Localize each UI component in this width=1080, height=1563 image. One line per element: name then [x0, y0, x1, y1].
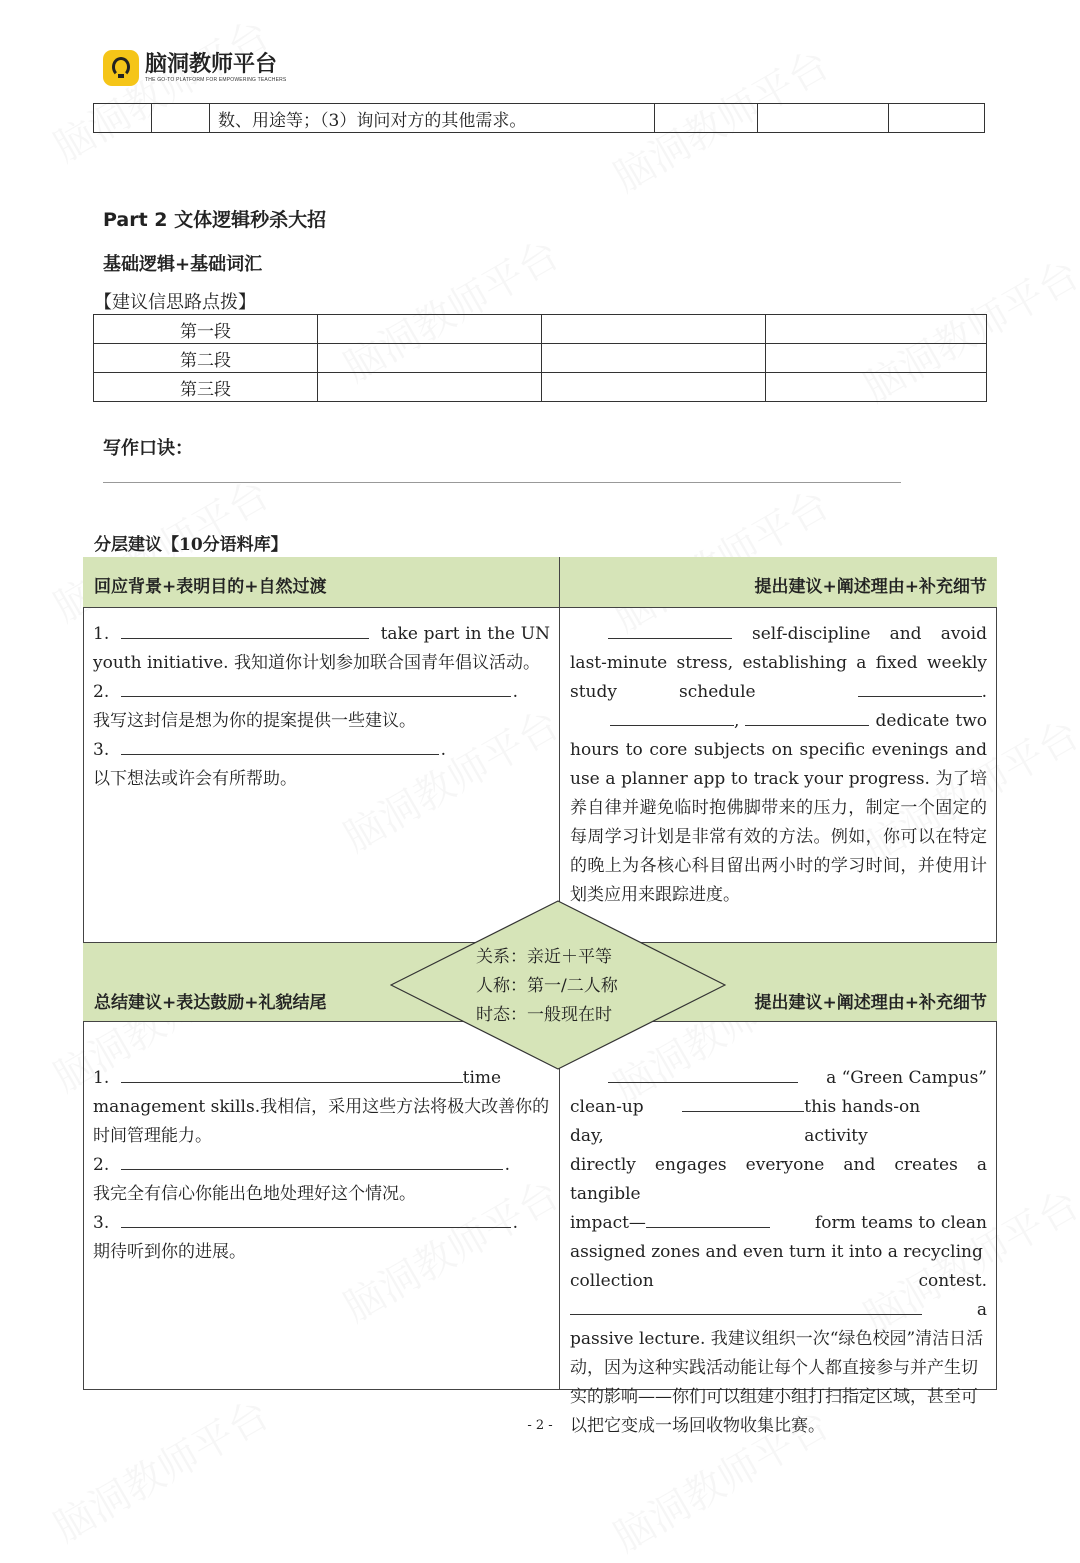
- q3-header: 总结建议+表达鼓励+礼貌结尾: [94, 993, 327, 1013]
- fill-blank[interactable]: [745, 707, 869, 726]
- layer-title: 分层建议【10分语料库】: [94, 535, 288, 555]
- q4-text: a: [976, 1300, 987, 1320]
- q4-chinese: 我建议组织一次“绿色校园”清洁日活动，因为这种实践活动能让每个人都直接参与并产生切实的影响——你们可以组建小组打扫指定区域，甚至可以把它变成一场回收物收集比赛。: [570, 1329, 984, 1436]
- logo-title: 脑洞教师平台: [145, 52, 278, 77]
- fill-blank[interactable]: [121, 620, 369, 639]
- q4-text: a “Green Campus”: [826, 1068, 987, 1088]
- table-cell: [766, 344, 987, 373]
- row-label: 第二段: [94, 344, 318, 373]
- table-cell: [94, 104, 152, 133]
- q1-item1-english: take part in the UN youth initiative.: [93, 624, 550, 673]
- fill-blank[interactable]: [121, 678, 511, 697]
- table-cell-text: 数、用途等；（3）询问对方的其他需求。: [210, 104, 655, 133]
- fill-blank[interactable]: [121, 1209, 511, 1228]
- q4-text: assigned zones and even turn it into a recycling: [570, 1242, 983, 1262]
- paragraph-table: [93, 314, 987, 402]
- tip-label: 【建议信思路点拨】: [94, 292, 256, 313]
- q2-chinese: 为了培养自律并避免临时抱佛脚带来的压力，制定一个固定的每周学习计划是非常有效的方法。例如，你可以在特定的晚上为各核心科目留出两小时的学习时间，并使用计划类应用来跟踪进度。: [570, 769, 988, 905]
- q1-item2-chinese: 我写这封信是想为你的提案提供一些建议。: [93, 711, 416, 731]
- diamond-content: [476, 943, 618, 1030]
- table-cell: [318, 315, 542, 344]
- q1-item3-chinese: 以下想法或许会有所帮助。: [93, 769, 297, 789]
- q4-text: collection: [570, 1271, 654, 1291]
- fill-blank[interactable]: [858, 678, 982, 697]
- q3-item2-chinese: 我完全有信心你能出色地处理好这个情况。: [93, 1184, 416, 1204]
- watermark: [42, 4, 278, 173]
- q3-item3-chinese: 期待听到你的进展。: [93, 1242, 246, 1262]
- person-label: 人称：第一/二人称: [476, 976, 618, 996]
- fill-blank[interactable]: [646, 1209, 770, 1228]
- fill-blank[interactable]: [121, 736, 439, 755]
- fill-blank[interactable]: [610, 707, 734, 726]
- table-cell: [889, 104, 985, 133]
- item-number: 1.: [93, 1068, 110, 1088]
- fill-blank[interactable]: [570, 1296, 922, 1315]
- item-number: 3.: [93, 740, 110, 760]
- q4-text: contest.: [918, 1271, 987, 1291]
- fill-blank[interactable]: [121, 1064, 463, 1083]
- q3-item1-english: time: [462, 1068, 502, 1088]
- punct: .: [512, 1213, 519, 1233]
- q4-text: directly engages everyone and creates a tangible: [570, 1155, 987, 1204]
- q4-header: 提出建议+阐述理由+补充细节: [754, 993, 987, 1013]
- table-cell: [758, 104, 889, 133]
- punct: .: [440, 740, 447, 760]
- fill-blank[interactable]: [121, 1151, 503, 1170]
- q4-text: this hands-on activity: [804, 1097, 921, 1146]
- item-number: 3.: [93, 1213, 110, 1233]
- q2-header: 提出建议+阐述理由+补充细节: [754, 577, 987, 597]
- page-number: - 2 -: [527, 1418, 553, 1433]
- table-cell: [655, 104, 758, 133]
- fill-blank[interactable]: [608, 620, 732, 639]
- table-cell: [542, 344, 766, 373]
- fill-blank[interactable]: [682, 1093, 805, 1112]
- table-cell: [542, 315, 766, 344]
- table-cell: [318, 373, 542, 402]
- tense-label: 时态：一般现在时: [476, 1005, 612, 1025]
- punct: .: [504, 1155, 511, 1175]
- q2-english-1: self-discipline and avoid last-minute stress, establishing a fixed weekly study schedule: [570, 624, 987, 702]
- q4-text: clean-up day,: [570, 1097, 644, 1146]
- q4-text: impact—: [570, 1213, 646, 1233]
- top-table: [93, 103, 985, 133]
- table-cell: [542, 373, 766, 402]
- watermark: [42, 1384, 278, 1553]
- row-label: 第三段: [94, 373, 318, 402]
- q1-content: [93, 620, 550, 794]
- punct: .: [512, 682, 519, 702]
- item-number: 2.: [93, 1155, 110, 1175]
- q2-content: self-discipline and avoid last-minute stress, establishing a fixed weekly study schedule . , dedicate two hours to core subjects on specific evenings and use a planner app to track your progress. 为了培养自律并避免临时抱佛脚带来的压力，制定一个固定的每周学习计划是非常有效的方法。例如，你可以在特定的晚上为各核心科目留出两小时的学习时间，并使用计划类应用来跟踪进度。: [570, 620, 987, 910]
- q4-text: form teams to clean: [814, 1213, 987, 1233]
- item-number: 2.: [93, 682, 110, 702]
- fill-blank[interactable]: [608, 1064, 798, 1083]
- q4-text: passive lecture.: [570, 1329, 706, 1349]
- lightbulb-icon: [103, 50, 139, 86]
- logo-tagline: THE GO-TO PLATFORM FOR EMPOWERING TEACHERS: [145, 77, 287, 83]
- writing-line: [103, 482, 901, 483]
- q1-item1-chinese: 我知道你计划参加联合国青年倡议活动。: [233, 653, 540, 673]
- writing-label: 写作口诀：: [103, 438, 193, 459]
- item-number: 1.: [93, 624, 110, 644]
- q3-item1-chinese: management skills.我相信，采用这些方法将极大改善你的时间管理能力。: [93, 1097, 550, 1146]
- part-subtitle: 基础逻辑+基础词汇: [103, 254, 263, 275]
- part-title: Part 2 文体逻辑秒杀大招: [103, 209, 327, 231]
- table-cell: [152, 104, 210, 133]
- q1-header: 回应背景+表明目的+自然过渡: [94, 577, 327, 597]
- logo: [103, 50, 286, 86]
- row-label: 第一段: [94, 315, 318, 344]
- q3-content: [93, 1064, 550, 1267]
- table-cell: [766, 315, 987, 344]
- q4-content: [570, 1064, 987, 1441]
- table-cell: [766, 373, 987, 402]
- q2-english-2: dedicate two hours to core subjects on specific evenings and use a planner app to track your progress.: [570, 711, 988, 789]
- table-cell: [318, 344, 542, 373]
- relation-label: 关系：亲近＋平等: [476, 947, 612, 967]
